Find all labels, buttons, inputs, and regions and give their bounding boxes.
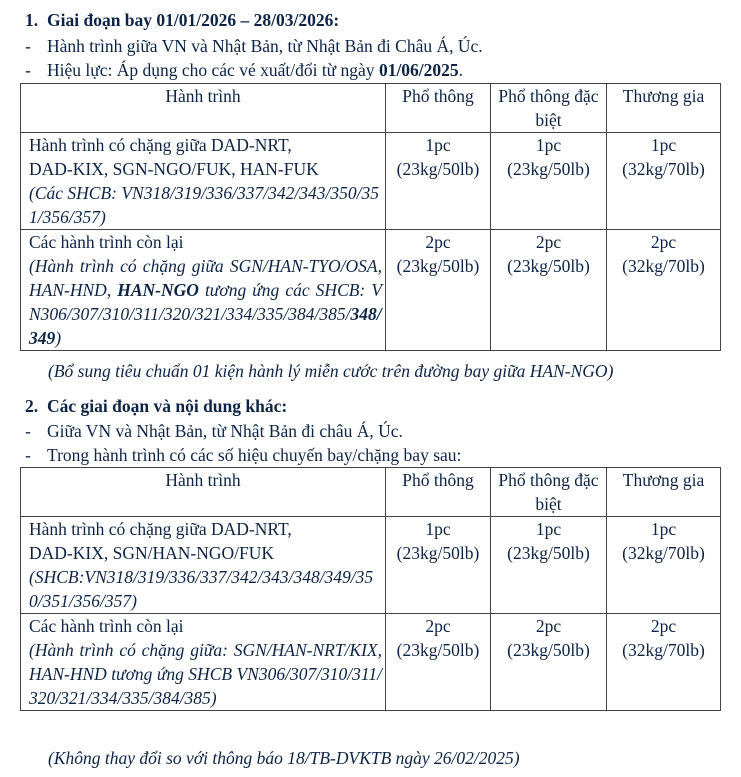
header-economy: Phổ thông: [386, 84, 491, 133]
section1-title: Giai đoạn bay 01/01/2026 – 28/03/2026:: [47, 10, 340, 30]
section2-number: 2.: [25, 396, 39, 416]
premium-cell: [491, 133, 607, 230]
piece-count: 1pc: [535, 135, 562, 155]
route-line: Các hành trình còn lại: [29, 232, 184, 252]
weight: (23kg/50lb): [507, 159, 590, 179]
header-route: Hành trình: [21, 84, 386, 133]
premium-cell: [491, 230, 607, 351]
weight: (32kg/70lb): [622, 543, 705, 563]
premium-cell: [491, 517, 607, 614]
route-cell: [21, 230, 386, 351]
route-highlight: HAN-NGO: [117, 280, 199, 300]
economy-cell: [386, 614, 491, 711]
section2-baggage-table: [20, 467, 721, 711]
route-line: DAD-KIX, SGN-NGO/FUK, HAN-FUK: [29, 159, 319, 179]
bullet-text: Hành trình giữa VN và Nhật Bản, từ Nhật Bản đi Châu Á, Úc.: [47, 36, 483, 56]
weight: (23kg/50lb): [507, 640, 590, 660]
table-header-row: [21, 468, 721, 517]
economy-cell: [386, 517, 491, 614]
section2-note: (Không thay đổi so với thông báo 18/TB-DVKTB ngày 26/02/2025): [48, 748, 520, 768]
piece-count: 2pc: [535, 616, 562, 636]
table-row: [21, 230, 721, 351]
piece-count: 1pc: [425, 519, 451, 539]
piece-count: 1pc: [535, 519, 562, 539]
section1-bullet-2: [25, 58, 463, 82]
weight: (32kg/70lb): [622, 256, 705, 276]
section1-baggage-table: [20, 83, 721, 351]
weight: (32kg/70lb): [622, 640, 705, 660]
bullet-dash: -: [25, 60, 31, 80]
section2-bullet-2: [25, 443, 461, 467]
piece-count: 2pc: [425, 232, 451, 252]
route-line: Hành trình có chặng giữa DAD-NRT,: [29, 519, 292, 539]
weight: (23kg/50lb): [396, 159, 480, 179]
weight: (23kg/50lb): [396, 256, 480, 276]
bullet-dash: -: [25, 421, 31, 441]
route-cell: [21, 517, 386, 614]
route-note-text: (Hành trình có chặng giữa SGN/HAN-TYO/OSA, HAN-HND,: [29, 256, 382, 300]
economy-cell: [386, 133, 491, 230]
piece-count: 2pc: [650, 616, 677, 636]
piece-count: 2pc: [650, 232, 677, 252]
business-cell: [607, 133, 721, 230]
route-note: (Các SHCB: VN318/319/336/337/342/343/350/351/356/357): [29, 183, 379, 227]
flight-highlight: 348/349: [29, 304, 382, 348]
header-premium: Phổ thông đặc biệt: [491, 468, 607, 517]
header-business: Thương gia: [607, 84, 721, 133]
route-note: (SHCB:VN318/319/336/337/342/343/348/349/350/351/356/357): [29, 567, 374, 611]
route-line: Hành trình có chặng giữa DAD-NRT,: [29, 135, 292, 155]
economy-cell: [386, 230, 491, 351]
piece-count: 2pc: [425, 616, 451, 636]
table-row: [21, 517, 721, 614]
business-cell: [607, 517, 721, 614]
section1-heading: [25, 8, 339, 32]
section2-title: Các giai đoạn và nội dung khác:: [47, 396, 288, 416]
bullet-text: Hiệu lực: Áp dụng cho các vé xuất/đổi từ ngày: [47, 60, 379, 80]
header-route: Hành trình: [21, 468, 386, 517]
business-cell: [607, 230, 721, 351]
route-note: (Hành trình có chặng giữa: SGN/HAN-NRT/KIX, HAN-HND tương ứng SHCB VN306/307/310/311/320/321/334/335/384/385): [29, 640, 382, 708]
piece-count: 1pc: [650, 519, 677, 539]
section1-bullet-1: [25, 34, 483, 58]
bullet-text: Giữa VN và Nhật Bản, từ Nhật Bản đi châu Á, Úc.: [47, 421, 403, 441]
piece-count: 1pc: [650, 135, 677, 155]
bullet-dash: -: [25, 36, 31, 56]
bullet-text: Trong hành trình có các số hiệu chuyến bay/chặng bay sau:: [47, 445, 462, 465]
section2-heading: [25, 394, 287, 418]
table-row: [21, 614, 721, 711]
header-premium: Phổ thông đặc biệt: [491, 84, 607, 133]
section1-number: 1.: [25, 10, 39, 30]
table-header-row: [21, 84, 721, 133]
route-line: DAD-KIX, SGN/HAN-NGO/FUK: [29, 543, 274, 563]
weight: (23kg/50lb): [396, 543, 480, 563]
piece-count: 2pc: [535, 232, 562, 252]
route-note-text: tương ứng các SHCB: VN306/307/310/311/320/321/334/335/384/385/: [29, 280, 383, 324]
weight: (23kg/50lb): [507, 256, 590, 276]
weight: (23kg/50lb): [396, 640, 480, 660]
business-cell: [607, 614, 721, 711]
piece-count: 1pc: [425, 135, 451, 155]
route-note: [29, 254, 382, 350]
header-economy: Phổ thông: [386, 468, 491, 517]
weight: (23kg/50lb): [507, 543, 590, 563]
route-line: Các hành trình còn lại: [29, 616, 184, 636]
route-cell: [21, 614, 386, 711]
effective-date: 01/06/2025: [378, 60, 459, 80]
section1-note: (Bổ sung tiêu chuẩn 01 kiện hành lý miễn cước trên đường bay giữa HAN-NGO): [48, 361, 614, 381]
route-cell: [21, 133, 386, 230]
weight: (32kg/70lb): [622, 159, 705, 179]
section2-bullet-1: [25, 419, 403, 443]
route-note-text: ): [55, 328, 62, 348]
header-business: Thương gia: [607, 468, 721, 517]
bullet-dash: -: [25, 445, 31, 465]
bullet-text-end: .: [458, 60, 464, 80]
table-row: [21, 133, 721, 230]
premium-cell: [491, 614, 607, 711]
